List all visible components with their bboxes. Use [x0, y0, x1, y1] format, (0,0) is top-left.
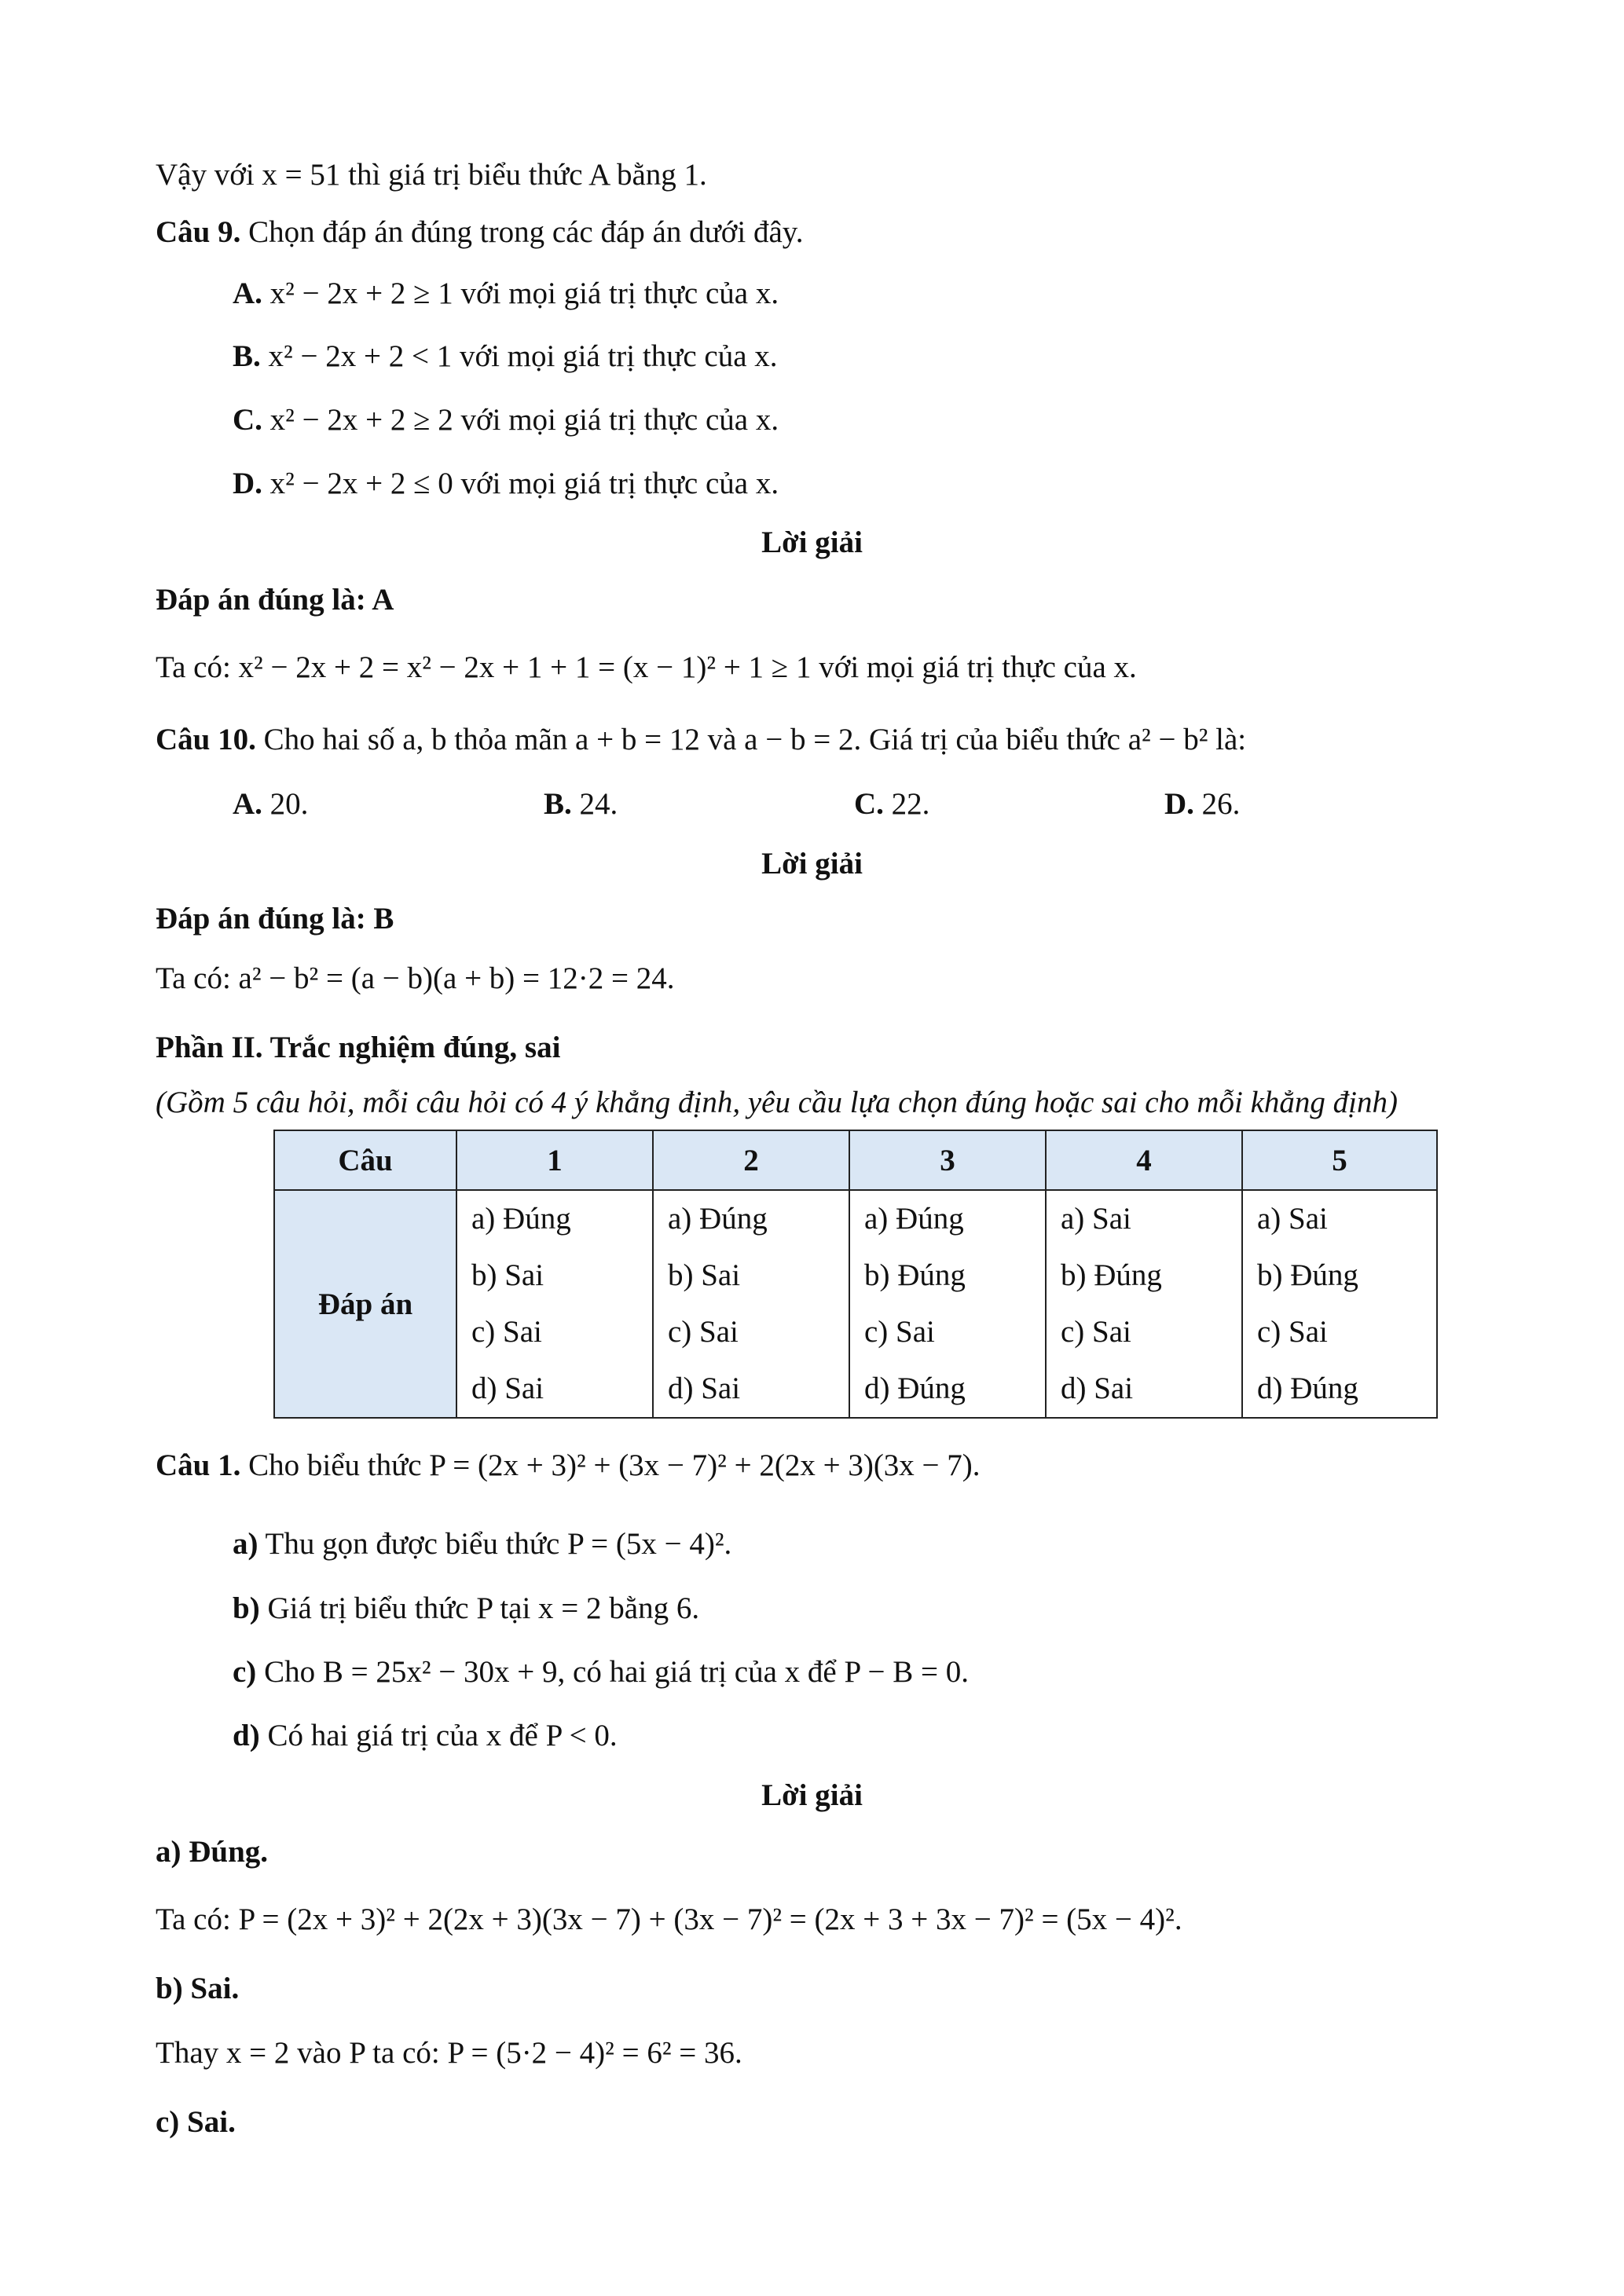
table-cell: a) Đúng b) Sai c) Sai d) Sai [456, 1190, 653, 1418]
verdict-b: b) Sai. [156, 1972, 240, 2005]
solution-heading: Lời giải [761, 847, 863, 881]
table-header-row [274, 1130, 1437, 1190]
question-10-text: Cho hai số a, b thỏa mãn a + b = 12 và a − b = 2. Giá trị của biểu thức a² − b² là: [263, 723, 1247, 756]
solution-heading: Lời giải [761, 1778, 863, 1812]
statement-d: d) Có hai giá trị của x để P < 0. [233, 1719, 618, 1752]
table-header: 2 [653, 1130, 849, 1190]
answer-table [273, 1130, 1438, 1419]
question-1-text: Cho biểu thức P = (2x + 3)² + (3x − 7)² + 2(2x + 3)(3x − 7). [248, 1448, 981, 1482]
q9-option-d: D. x² − 2x + 2 ≤ 0 với mọi giá trị thực của x. [233, 467, 779, 500]
statement-a: a) Thu gọn được biểu thức P = (5x − 4)². [233, 1527, 732, 1561]
row-label: Đáp án [274, 1190, 456, 1418]
q10-option-d: D. 26. [1164, 787, 1241, 821]
table-row [274, 1190, 1437, 1418]
verdict-c: c) Sai. [156, 2105, 236, 2139]
statement-b: b) Giá trị biểu thức P tại x = 2 bằng 6. [233, 1591, 700, 1625]
q9-option-b: B. x² − 2x + 2 < 1 với mọi giá trị thực của x. [233, 339, 778, 373]
table-header: 4 [1046, 1130, 1242, 1190]
solution-heading: Lời giải [761, 525, 863, 559]
explanation: Ta có: a² − b² = (a − b)(a + b) = 12·2 = 24. [156, 961, 675, 995]
table-cell: a) Sai b) Đúng c) Sai d) Sai [1046, 1190, 1242, 1418]
verdict-a: a) Đúng. [156, 1835, 269, 1869]
section-note: (Gồm 5 câu hỏi, mỗi câu hỏi có 4 ý khẳng định, yêu cầu lựa chọn đúng hoặc sai cho mỗi khẳng định) [156, 1086, 1398, 1119]
q10-option-c: C. 22. [854, 787, 930, 821]
table-cell: a) Đúng b) Sai c) Sai d) Sai [653, 1190, 849, 1418]
table-cell: a) Đúng b) Đúng c) Sai d) Đúng [849, 1190, 1046, 1418]
table-header: 5 [1242, 1130, 1437, 1190]
explanation-a: Ta có: P = (2x + 3)² + 2(2x + 3)(3x − 7) + (3x − 7)² = (2x + 3 + 3x − 7)² = (5x − 4)². [156, 1902, 1182, 1936]
q9-option-c: C. x² − 2x + 2 ≥ 2 với mọi giá trị thực của x. [233, 403, 779, 437]
question-10 [156, 721, 1246, 759]
table-cell: a) Sai b) Đúng c) Sai d) Đúng [1242, 1190, 1437, 1418]
table-header: 3 [849, 1130, 1046, 1190]
intro-line: Vậy với x = 51 thì giá trị biểu thức A bằng 1. [156, 158, 707, 192]
question-10-label: Câu 10. [156, 723, 256, 756]
statement-c: c) Cho B = 25x² − 30x + 9, có hai giá trị của x để P − B = 0. [233, 1655, 969, 1689]
question-9-label: Câu 9. [156, 215, 241, 249]
question-1 [156, 1447, 981, 1485]
explanation-b: Thay x = 2 vào P ta có: P = (5·2 − 4)² = 6² = 36. [156, 2036, 742, 2070]
explanation: Ta có: x² − 2x + 2 = x² − 2x + 1 + 1 = (x − 1)² + 1 ≥ 1 với mọi giá trị thực của x. [156, 650, 1137, 684]
table-header: Câu [274, 1130, 456, 1190]
q10-option-b: B. 24. [544, 787, 618, 821]
q9-option-a: A. x² − 2x + 2 ≥ 1 với mọi giá trị thực của x. [233, 276, 779, 310]
correct-answer: Đáp án đúng là: B [156, 902, 394, 936]
question-9-text: Chọn đáp án đúng trong các đáp án dưới đây. [248, 215, 804, 249]
question-9 [156, 214, 804, 251]
question-1-label: Câu 1. [156, 1448, 241, 1482]
table-header: 1 [456, 1130, 653, 1190]
section-title: Phần II. Trắc nghiệm đúng, sai [156, 1031, 561, 1064]
correct-answer: Đáp án đúng là: A [156, 583, 394, 617]
q10-option-a: A. 20. [233, 787, 309, 821]
